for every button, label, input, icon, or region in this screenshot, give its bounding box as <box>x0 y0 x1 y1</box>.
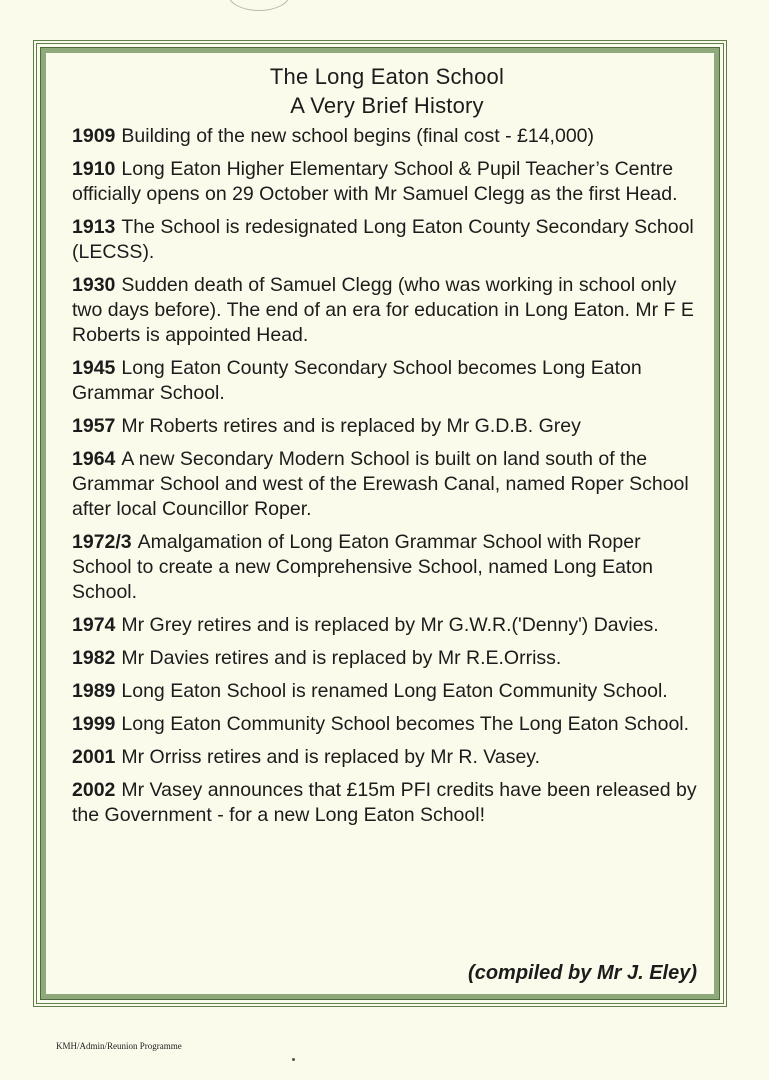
entry-text: Long Eaton School is renamed Long Eaton Community School. <box>121 680 668 702</box>
entry-year: 1999 <box>72 713 116 735</box>
entry-text: Long Eaton Higher Elementary School & Pupil Teacher’s Centre officially opens on 29 October with Mr Samuel Clegg as the first Head. <box>72 158 678 205</box>
history-entry <box>72 530 702 605</box>
entry-text: The School is redesignated Long Eaton County Secondary School (LECSS). <box>72 216 694 263</box>
entry-year: 1913 <box>72 216 116 238</box>
entry-text: Sudden death of Samuel Clegg (who was working in school only two days before). The end of an era for education in Long Eaton. Mr F E Roberts is appointed Head. <box>72 274 694 346</box>
entry-year: 1974 <box>72 614 116 636</box>
entry-text: Mr Orriss retires and is replaced by Mr R. Vasey. <box>121 746 541 768</box>
title-line-2: A Very Brief History <box>290 93 484 118</box>
entry-text: A new Secondary Modern School is built on land south of the Grammar School and west of the Erewash Canal, named Roper School after local Councillor Roper. <box>72 448 689 520</box>
entry-text: Mr Vasey announces that £15m PFI credits have been released by the Government - for a new Long Eaton School! <box>72 779 697 826</box>
entry-text: Long Eaton Community School becomes The Long Eaton School. <box>121 713 690 735</box>
entry-text: Mr Roberts retires and is replaced by Mr G.D.B. Grey <box>121 415 581 437</box>
entry-text: Building of the new school begins (final cost - £14,000) <box>121 125 595 147</box>
history-entry <box>72 646 702 671</box>
entry-year: 1910 <box>72 158 116 180</box>
entry-text: Long Eaton County Secondary School becomes Long Eaton Grammar School. <box>72 357 642 404</box>
history-entry <box>72 215 702 265</box>
entry-text: Mr Grey retires and is replaced by Mr G.W.R.('Denny') Davies. <box>121 614 659 636</box>
footer-reference: KMH/Admin/Reunion Programme <box>56 1041 182 1051</box>
history-entry <box>72 124 702 149</box>
entry-year: 2001 <box>72 746 116 768</box>
paper-fold-mark <box>228 0 290 11</box>
title-line-1: The Long Eaton School <box>269 64 505 89</box>
entry-year: 1930 <box>72 274 116 296</box>
page-title <box>72 62 702 120</box>
history-entry <box>72 447 702 522</box>
history-entry <box>72 157 702 207</box>
scan-speck <box>292 1058 295 1061</box>
history-entry <box>72 356 702 406</box>
entry-year: 1972/3 <box>72 531 132 553</box>
entry-year: 1909 <box>72 125 116 147</box>
history-content <box>72 62 702 836</box>
history-entry <box>72 712 702 737</box>
entry-year: 1964 <box>72 448 116 470</box>
history-entry <box>72 679 702 704</box>
history-entry <box>72 778 702 828</box>
entry-text: Amalgamation of Long Eaton Grammar School with Roper School to create a new Comprehensive School, named Long Eaton School. <box>72 531 654 603</box>
history-entry <box>72 414 702 439</box>
entry-year: 2002 <box>72 779 116 801</box>
history-entry <box>72 613 702 638</box>
history-entry <box>72 273 702 348</box>
entry-year: 1957 <box>72 415 116 437</box>
compiler-credit: (compiled by Mr J. Eley) <box>468 962 697 984</box>
entry-year: 1982 <box>72 647 116 669</box>
entry-text: Mr Davies retires and is replaced by Mr R.E.Orriss. <box>121 647 562 669</box>
history-entry <box>72 745 702 770</box>
entry-year: 1989 <box>72 680 116 702</box>
entry-year: 1945 <box>72 357 116 379</box>
